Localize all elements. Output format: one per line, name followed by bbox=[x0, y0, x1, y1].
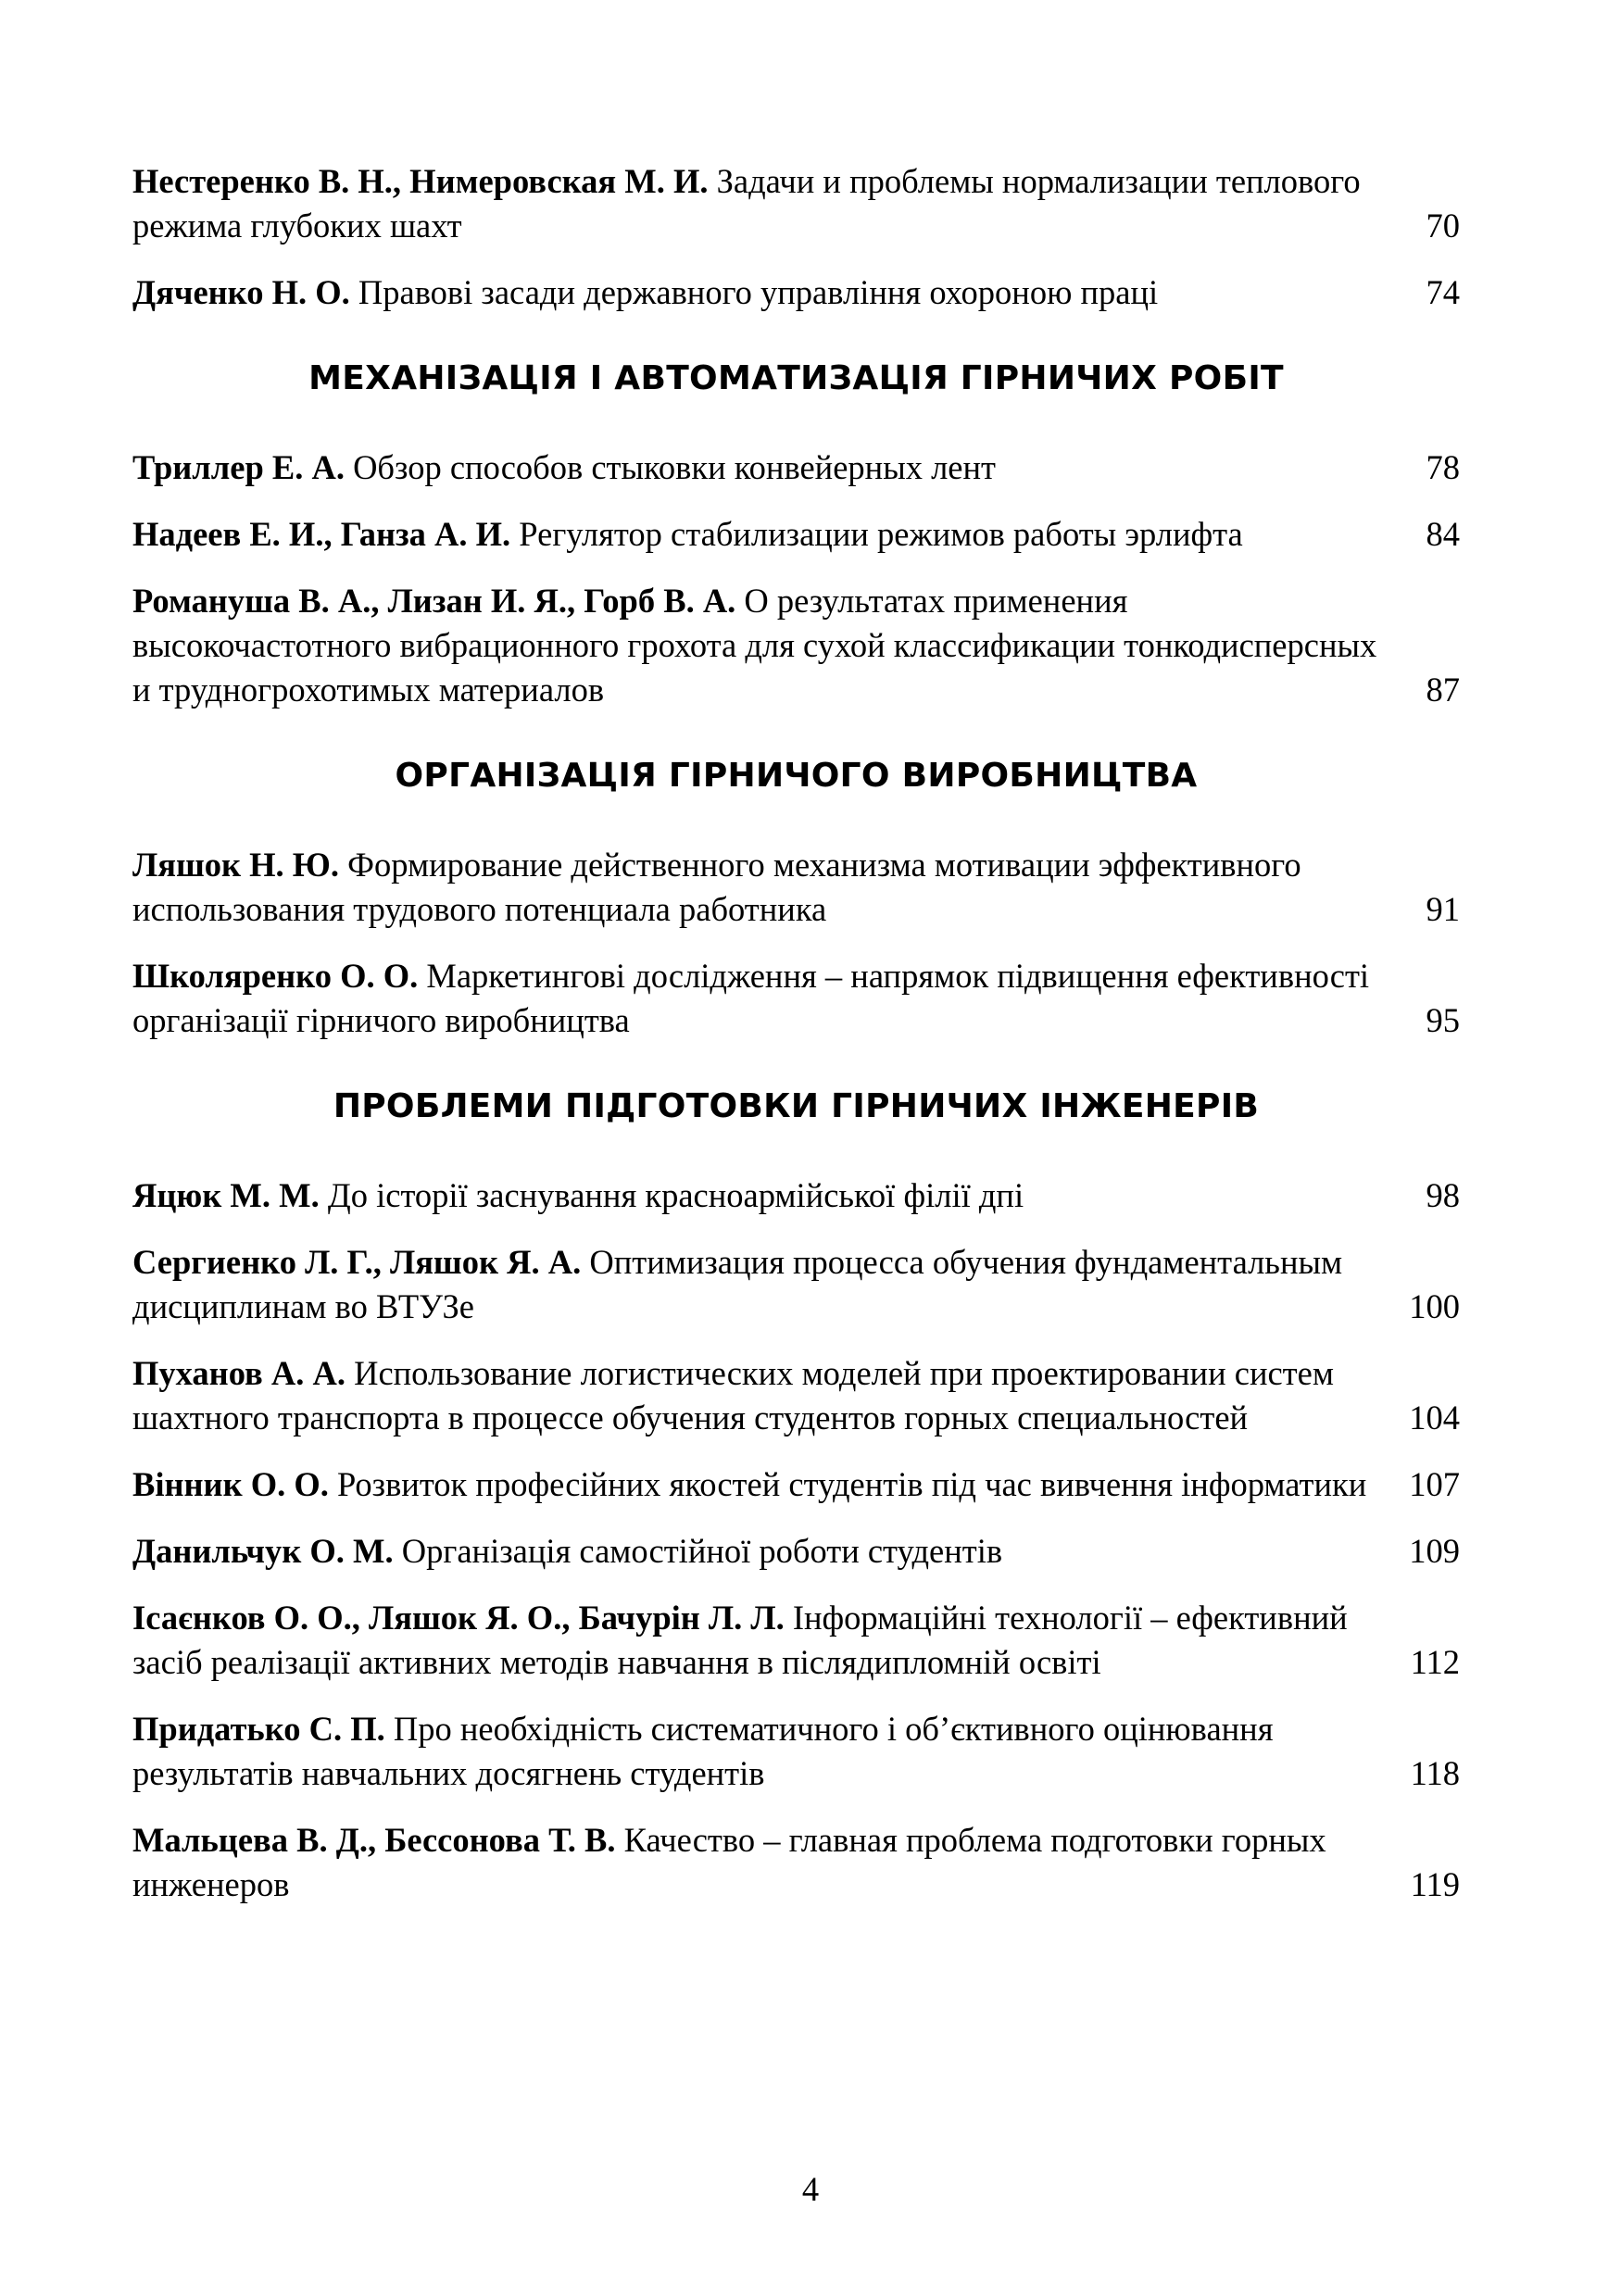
entry-text bbox=[132, 270, 1381, 315]
entry-authors: Вінник О. О. bbox=[132, 1465, 329, 1503]
entry-text bbox=[132, 579, 1381, 712]
entry-title: Інформаційні технології – ефективний засіб реалізації активних методів навчання в післядипломній освіті bbox=[132, 1599, 1348, 1681]
entry-page-number: 84 bbox=[1426, 515, 1460, 553]
entry-authors: Надеев Е. И., Ганза А. И. bbox=[132, 515, 511, 553]
entry-page-number: 109 bbox=[1409, 1532, 1460, 1570]
entry-text bbox=[132, 1173, 1381, 1218]
entry-text bbox=[132, 159, 1381, 248]
entry-title: Оптимизация процесса обучения фундаментальным дисциплинам во ВТУЗе bbox=[132, 1243, 1343, 1325]
entry-authors: Ляшок Н. Ю. bbox=[132, 846, 340, 884]
entry-title: Задачи и проблемы нормализации теплового режима глубоких шахт bbox=[132, 162, 1361, 245]
entry-text bbox=[132, 1462, 1381, 1507]
toc-entry bbox=[132, 445, 1460, 490]
entry-page-number: 78 bbox=[1426, 448, 1460, 486]
entry-title: Использование логистических моделей при проектировании систем шахтного транспорта в процессе обучения студентов горных специальностей bbox=[132, 1354, 1334, 1437]
entry-authors: Пуханов А. А. bbox=[132, 1354, 346, 1392]
toc-entry bbox=[132, 270, 1460, 315]
section-heading: ОРГАНІЗАЦІЯ ГІРНИЧОГО ВИРОБНИЦТВА bbox=[395, 757, 1198, 795]
entry-title: Маркетингові дослідження – напрямок підвищення ефективності організації гірничого виробництва bbox=[132, 957, 1370, 1039]
entry-title: Качество – главная проблема подготовки горных инженеров bbox=[132, 1821, 1326, 1903]
entry-page-number: 119 bbox=[1410, 1865, 1460, 1903]
entry-page-number: 107 bbox=[1409, 1465, 1460, 1503]
entry-text bbox=[132, 445, 1381, 490]
entry-page-number: 118 bbox=[1410, 1754, 1460, 1792]
entry-title: Регулятор стабилизации режимов работы эрлифта bbox=[519, 515, 1243, 553]
entry-text bbox=[132, 1529, 1381, 1574]
entry-authors: Мальцева В. Д., Бессонова Т. В. bbox=[132, 1821, 616, 1859]
entry-text bbox=[132, 1351, 1381, 1440]
entry-page-number: 95 bbox=[1426, 1001, 1460, 1039]
toc-entry bbox=[132, 1529, 1460, 1574]
toc-entry bbox=[132, 954, 1460, 1043]
entry-title: Про необхідність систематичного і об’єктивного оцінювання результатів навчальних досягнень студентів bbox=[132, 1710, 1274, 1792]
section-heading: МЕХАНІЗАЦІЯ І АВТОМАТИЗАЦІЯ ГІРНИЧИХ РОБІТ bbox=[308, 359, 1284, 397]
entry-text bbox=[132, 954, 1381, 1043]
toc-entry bbox=[132, 1173, 1460, 1218]
page-number: 4 bbox=[801, 2170, 820, 2208]
entry-title: Обзор способов стыковки конвейерных лент bbox=[353, 448, 996, 486]
entry-text bbox=[132, 1707, 1381, 1796]
toc-entry bbox=[132, 579, 1460, 712]
entry-authors: Школяренко О. О. bbox=[132, 957, 419, 995]
entry-text bbox=[132, 1818, 1381, 1907]
entry-text bbox=[132, 512, 1381, 557]
toc-entry bbox=[132, 1707, 1460, 1796]
entry-authors: Данильчук О. М. bbox=[132, 1532, 394, 1570]
entry-text bbox=[132, 1596, 1381, 1685]
entry-authors: Ісаєнков О. О., Ляшок Я. О., Бачурін Л. Л. bbox=[132, 1599, 785, 1637]
entry-page-number: 112 bbox=[1410, 1643, 1460, 1681]
toc-entry bbox=[132, 1240, 1460, 1329]
toc-entry bbox=[132, 1818, 1460, 1907]
toc-entry bbox=[132, 1596, 1460, 1685]
entry-title: Розвиток професійних якостей студентів під час вивчення інформатики bbox=[337, 1465, 1367, 1503]
toc-entry bbox=[132, 159, 1460, 248]
toc-entry bbox=[132, 512, 1460, 557]
entry-text bbox=[132, 843, 1381, 932]
entry-authors: Сергиенко Л. Г., Ляшок Я. А. bbox=[132, 1243, 582, 1281]
entry-page-number: 100 bbox=[1409, 1287, 1460, 1325]
entry-authors: Дяченко Н. О. bbox=[132, 273, 350, 311]
toc-entry bbox=[132, 1462, 1460, 1507]
entry-page-number: 74 bbox=[1426, 273, 1460, 311]
entry-page-number: 70 bbox=[1426, 207, 1460, 245]
entry-title: До історії заснування красноармійської філії дпі bbox=[327, 1176, 1024, 1214]
entry-authors: Романуша В. А., Лизан И. Я., Горб В. А. bbox=[132, 582, 736, 620]
entry-title: Організація самостійної роботи студентів bbox=[401, 1532, 1003, 1570]
entry-title: О результатах применения высокочастотного вибрационного грохота для сухой классификации тонкодисперсных и трудногрохотимых материалов bbox=[132, 582, 1377, 709]
entry-page-number: 91 bbox=[1426, 890, 1460, 928]
table-of-contents bbox=[132, 159, 1460, 1929]
entry-authors: Нестеренко В. Н., Нимеровская М. И. bbox=[132, 162, 709, 200]
toc-entry bbox=[132, 843, 1460, 932]
entry-authors: Триллер Е. А. bbox=[132, 448, 345, 486]
entry-title: Формирование действенного механизма мотивации эффективного использования трудового потенциала работника bbox=[132, 846, 1301, 928]
entry-authors: Яцюк М. М. bbox=[132, 1176, 320, 1214]
section-heading: ПРОБЛЕМИ ПІДГОТОВКИ ГІРНИЧИХ ІНЖЕНЕРІВ bbox=[333, 1087, 1260, 1125]
entry-page-number: 87 bbox=[1426, 671, 1460, 709]
entry-title: Правові засади державного управління охороною праці bbox=[358, 273, 1159, 311]
toc-entry bbox=[132, 1351, 1460, 1440]
entry-authors: Придатько С. П. bbox=[132, 1710, 385, 1748]
entry-text bbox=[132, 1240, 1381, 1329]
entry-page-number: 104 bbox=[1409, 1399, 1460, 1437]
entry-page-number: 98 bbox=[1426, 1176, 1460, 1214]
